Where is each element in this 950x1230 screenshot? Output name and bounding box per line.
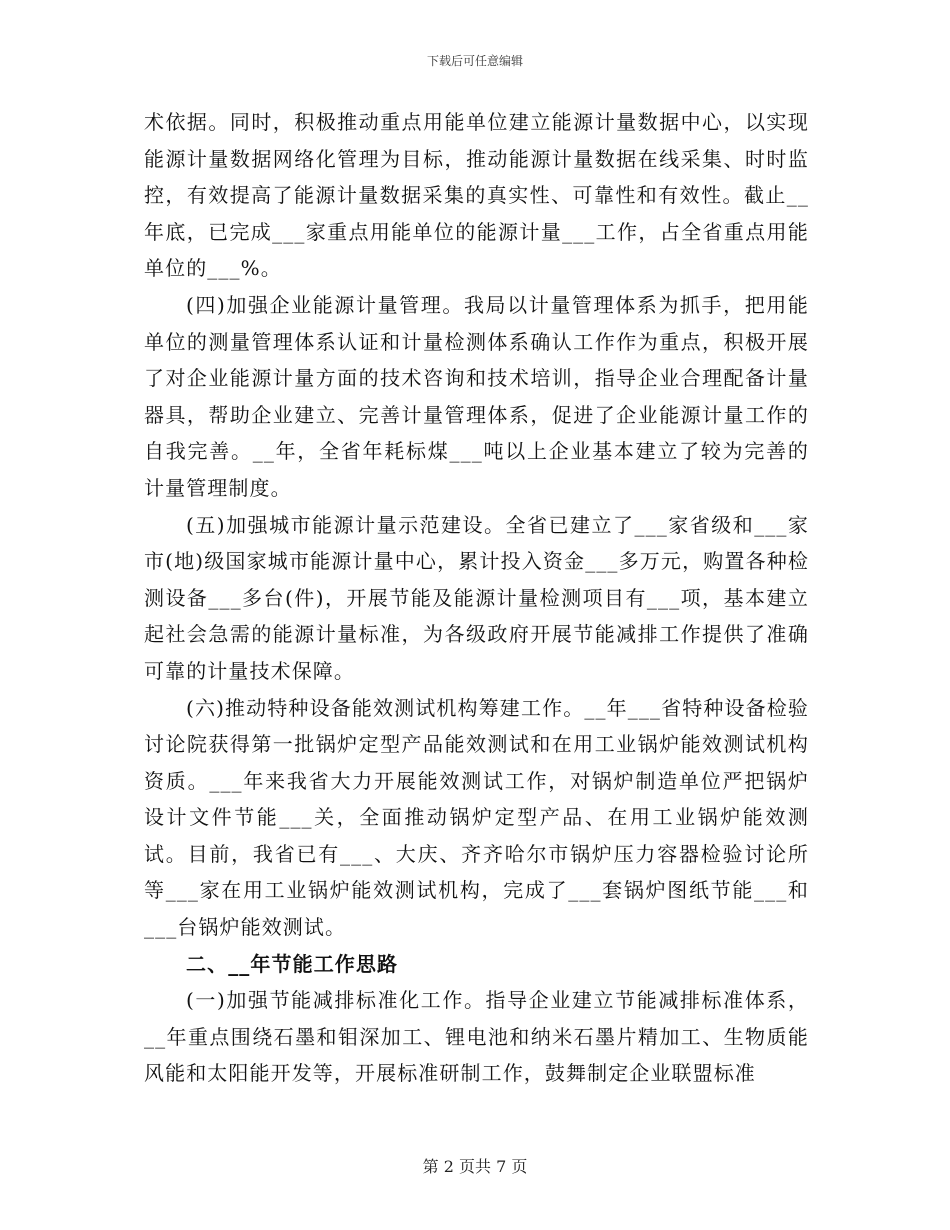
paragraph-section-5: (五)加强城市能源计量示范建设。全省已建立了___家省级和___家市(地)级国家城市能源计量中心，累计投入资金___多万元，购置各种检测设备___多台(件)，开展节能及能源计量检测项目有___项，基本建立起社会急需的能源计量标准，为各级政府开展节能减排工作提供了准确可靠的计量技术保障。 xyxy=(144,512,809,683)
page-number-footer: 第 2 页共 7 页 xyxy=(422,1157,528,1176)
paragraph-continuation: 术依据。同时，积极推动重点用能单位建立能源计量数据中心，以实现能源计量数据网络化管理为目标，推动能源计量数据在线采集、时时监控，有效提高了能源计量数据采集的真实性、可靠性和有效性。截止__年底，已完成___家重点用能单位的能源计量___工作，占全省重点用能单位的___%。 xyxy=(144,110,809,281)
paragraph-subsection-1: (一)加强节能减排标准化工作。指导企业建立节能减排标准体系，__年重点围绕石墨和钼深加工、锂电池和纳米石墨片精加工、生物质能风能和太阳能开发等，开展标准研制工作，鼓舞制定企业联盟标准 xyxy=(144,988,809,1086)
document-body xyxy=(144,104,809,1092)
paragraph-section-6: (六)推动特种设备能效测试机构筹建工作。__年___省特种设备检验讨论院获得第一批锅炉定型产品能效测试和在用工业锅炉能效测试机构资质。___年来我省大力开展能效测试工作，对锅炉制造单位严把锅炉设计文件节能___关，全面推动锅炉定型产品、在用工业锅炉能效测试。目前，我省已有___、大庆、齐齐哈尔市锅炉压力容器检验讨论所等___家在用工业锅炉能效测试机构，完成了___套锅炉图纸节能___和___台锅炉能效测试。 xyxy=(144,695,809,940)
paragraph-section-4: (四)加强企业能源计量管理。我局以计量管理体系为抓手，把用能单位的测量管理体系认证和计量检测体系确认工作作为重点，积极开展了对企业能源计量方面的技术咨询和技术培训，指导企业合理配备计量器具，帮助企业建立、完善计量管理体系，促进了企业能源计量工作的自我完善。__年，全省年耗标煤___吨以上企业基本建立了较为完善的计量管理制度。 xyxy=(144,292,809,500)
section-heading: 二、__年节能工作思路 xyxy=(186,951,399,976)
page-header-note: 下载后可任意编辑 xyxy=(426,54,523,68)
